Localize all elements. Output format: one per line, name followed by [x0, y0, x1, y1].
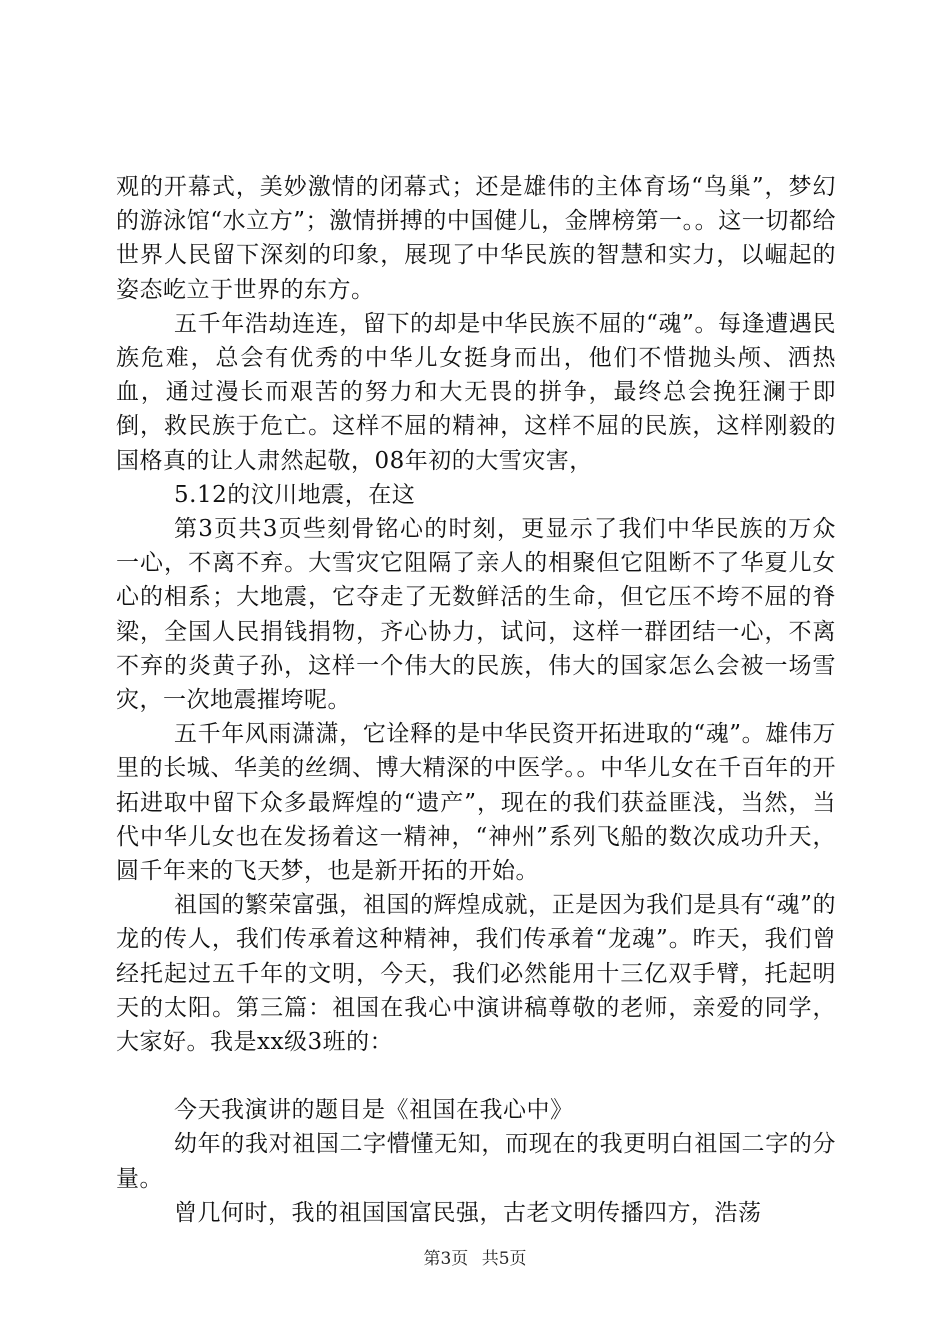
paragraph-4: 第3页共3页些刻骨铭心的时刻，更显示了我们中华民族的万众一心，不离不弃。大雪灾它阻隔了亲人的相聚但它阻断不了华夏儿女心的相系；大地震，它夺走了无数鲜活的生命，但它压不垮不屈的脊梁，全国人民捐钱捐物，齐心协力，试问，这样一群团结一心，不离不弃的炎黄子孙，这样一个伟大的民族，伟大的国家怎么会被一场雪灾，一次地震摧垮呢。 [116, 516, 836, 714]
page-footer [0, 1244, 950, 1269]
paragraph-9: 曾几何时，我的祖国国富民强，古老文明传播四方，浩荡 [174, 1199, 762, 1226]
paragraph-8: 幼年的我对祖国二字懵懂无知，而现在的我更明白祖国二字的分量。 [116, 1131, 836, 1192]
document-body [116, 170, 836, 1230]
paragraph-7: 今天我演讲的题目是《祖国在我心中》 [174, 1097, 574, 1124]
paragraph-1: 观的开幕式，美妙激情的闭幕式；还是雄伟的主体育场“鸟巢”，梦幻的游泳馆“水立方”；激情拼搏的中国健儿，金牌榜第一。。这一切都给世界人民留下深刻的印象，展现了中华民族的智慧和实力，以崛起的姿态屹立于世界的东方。 [116, 174, 836, 303]
paragraph-5: 五千年风雨潇潇，它诠释的是中华民资开拓进取的“魂”。雄伟万里的长城、华美的丝绸、博大精深的中医学。。中华儿女在千百年的开拓进取中留下众多最辉煌的“遗产”，现在的我们获益匪浅，当然，当代中华儿女也在发扬着这一精神，“神州”系列飞船的数次成功升天，圆千年来的飞天梦，也是新开拓的开始。 [116, 721, 836, 885]
page-number: 第3页 [423, 1249, 469, 1269]
paragraph-2: 五千年浩劫连连，留下的却是中华民族不屈的“魂”。每逢遭遇民族危难，总会有优秀的中华儿女挺身而出，他们不惜抛头颅、洒热血，通过漫长而艰苦的努力和大无畏的拼争，最终总会挽狂澜于即倒，救民族于危亡。这样不屈的精神，这样不屈的民族，这样刚毅的国格真的让人肃然起敬，08年初的大雪灾害， [116, 310, 836, 474]
page-total: 共5页 [481, 1249, 527, 1269]
paragraph-6: 祖国的繁荣富强，祖国的辉煌成就，正是因为我们是具有“魂”的龙的传人，我们传承着这种精神，我们传承着“龙魂”。昨天，我们曾经托起过五千年的文明，今天，我们必然能用十三亿双手臂，托起明天的太阳。第三篇：祖国在我心中演讲稿尊敬的老师，亲爱的同学，大家好。我是xx级3班的： [116, 892, 836, 1056]
paragraph-3: 5.12的汶川地震，在这 [174, 481, 416, 508]
